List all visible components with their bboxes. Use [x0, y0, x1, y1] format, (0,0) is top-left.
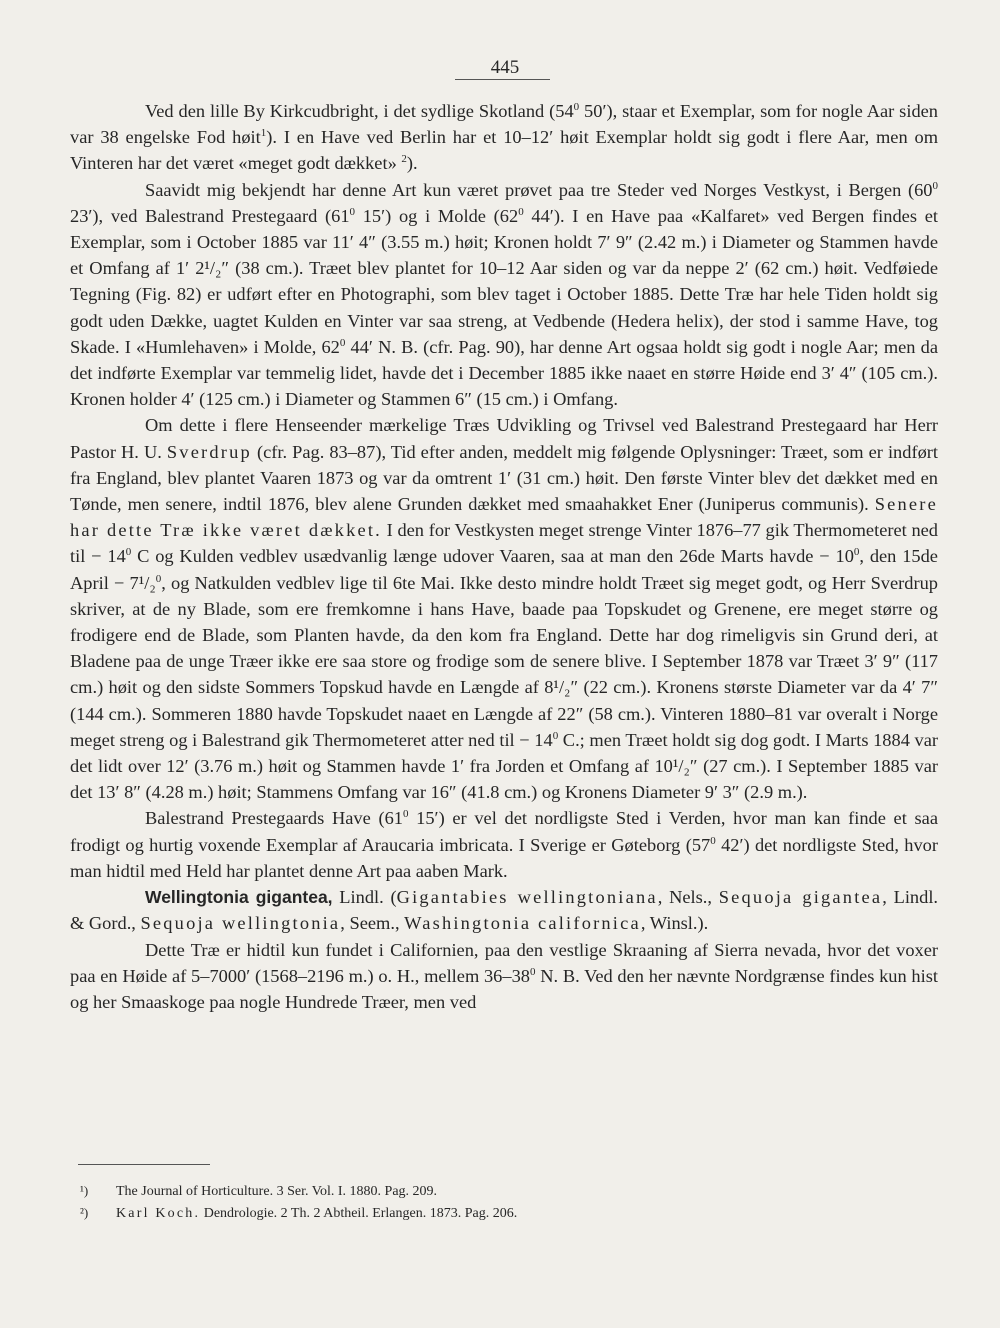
- paragraph: Saavidt mig bekjendt har denne Art kun været prøvet paa tre Steder ved Norges Vestkyst, i Bergen ($60^0$ 23′), ved Balestrand Prestegaard ($61^0$ 15′) og i Molde ($62^0$ 44′). I en Have paa «Kalfaret» ved Bergen findes et Exemplar, som i October 1885 var 11′ 4″ (3.55 m.) høit; Kronen holdt 7′ 9″ (2.42 m.) i Diameter og Stammen havde et Omfang af 1′ 2¹/₂″ (38 cm.). Træet blev plantet for 10–12 Aar siden og var da neppe 2′ (62 cm.) høit. Vedføiede Tegning (Fig. 82) er udført efter en Photographi, som blev taget i October 1885. Dette Træ har hele Tiden holdt sig godt uden Dække, uagtet Kulden en Vinter var saa streng, at Vedbende (Hedera helix), der stod i samme Have, tog Skade. I «Humlehaven» i Molde, $62^0$ 44′ N. B. (cfr. Pag. 90), har denne Art ogsaa holdt sig godt i nogle Aar; men da det indførte Exemplar var temmelig lidet, havde det i December 1885 ikke naaet en større Høide end 3′ 4″ (105 cm.). Kronen holder 4′ (125 cm.) i Diameter og Stammen 6″ (15 cm.) i Omfang.: [70, 179, 938, 410]
- superscript: 1: [260, 127, 267, 140]
- superscript: 0: [402, 808, 409, 821]
- footnote-2: [80, 1202, 940, 1224]
- body-text: [70, 98, 938, 1015]
- superscript: 0: [518, 205, 524, 218]
- superscript: 0: [932, 179, 938, 192]
- superscript: 0: [710, 834, 716, 847]
- superscript: 0: [552, 729, 559, 742]
- superscript: 0: [339, 336, 346, 349]
- footnote-1: [80, 1180, 940, 1202]
- species-name: Wellingtonia gigantea,: [145, 887, 333, 908]
- paragraph: Om dette i flere Henseender mærkelige Træs Udvikling og Trivsel ved Balestrand Prestegaard har Herr Pastor H. U. Sverdrup (cfr. Pag. 83–87), Tid efter anden, meddelt mig følgende Oplysninger: Træet, som er indført fra England, blev plantet Vaaren 1873 og var da omtrent 1′ (31 cm.) høit. Den første Vinter blev det dækket med en Tønde, men senere, indtil 1876, blev alene Grunden dækket med smaahakket Ener (Juniperus communis). Senere har dette Træ ikke været dækket. I den for Vestkysten meget strenge Vinter 1876–77 gik Thermometeret ned til − $14^0$ C og Kulden vedblev usædvanlig længe udover Vaaren, saa at man den 26de Marts havde − $10^0$, den 15de April − 7¹/₂$^0$, og Natkulden vedblev lige til 6te Mai. Ikke desto mindre holdt Træet sig meget godt, og Herr Sverdrup skriver, at de ny Blade, som ere fremkomne i hans Have, baade paa Topskudet og Grenene, ere meget større og frodigere end de Blade, som Planten havde, da den kom fra England. Dette har dog rimeligvis sin Grund deri, at Bladene paa de unge Træer ikke ere saa store og frodige som de senere blive. I September 1878 var Træet 3′ 9″ (117 cm.) høit og den sidste Sommers Topskud havde en Længde af 8¹/₂″ (22 cm.). Kronens største Diameter var da 4′ 7″ (144 cm.). Sommeren 1880 havde Topskudet naaet en Længde af 22″ (58 cm.). Vinteren 1880–81 var overalt i Norge meget streng og i Balestrand gik Thermometeret atter ned til − $14^0$ C.; men Træet holdt sig dog godt. I Marts 1884 var det lidt over 12′ (3.76 m.) høit og Stammen havde 1′ fra Jorden et Omfang af 10¹/₂″ (27 cm.). I September 1885 var det 13′ 8″ (4.28 m.) høit; Stammens Omfang var 16″ (41.8 cm.) og Kronens Diameter 9′ 3″ (2.9 m.).: [70, 415, 939, 803]
- superscript: 0: [155, 572, 162, 585]
- superscript: 2: [401, 153, 407, 166]
- footnote-author: Karl Koch.: [116, 1206, 201, 1221]
- superscript: 0: [853, 546, 860, 559]
- spaced-text: Sequoja wellingtonia: [140, 913, 341, 934]
- spaced-text: Sverdrup: [166, 441, 252, 462]
- footnotes: [80, 1180, 940, 1224]
- spaced-text: Sequoja gigantea: [718, 887, 883, 908]
- paragraph: Balestrand Prestegaards Have ($61^0$ 15′) er vel det nordligste Sted i Verden, hvor man kan finde et saa frodigt og hurtig voxende Exemplar af Araucaria imbricata. I Sverige er Gøteborg ($57^0$ 42′) det nordligste Sted, hvor man hidtil med Held har plantet denne Art paa aaben Mark.: [70, 808, 938, 881]
- page-number: 445: [490, 57, 520, 78]
- spaced-text: Senere har dette Træ ikke været dækket.: [70, 494, 938, 541]
- footnote-mark: ²): [80, 1205, 89, 1220]
- superscript: 0: [125, 546, 132, 559]
- paragraph: Dette Træ er hidtil kun fundet i Californien, paa den vestlige Skraaning af Sierra nevada, hvor det voxer paa en Høide af 5–7000′ (1568–2196 m.) o. H., mellem $36-38^0$ N. B. Ved den her nævnte Nordgrænse findes kun hist og her Smaaskoge paa nogle Hundrede Træer, men ved: [70, 939, 938, 1012]
- header-rule: [455, 79, 550, 80]
- footnote-mark: ¹): [80, 1183, 89, 1198]
- superscript: 0: [573, 100, 580, 113]
- spaced-text: Gigantabies wellingtoniana: [396, 887, 658, 908]
- superscript: 0: [349, 205, 356, 218]
- footnote-text: The Journal of Horticulture. 3 Ser. Vol. I. 1880. Pag. 209.: [116, 1184, 438, 1199]
- superscript: 0: [529, 965, 536, 978]
- spaced-text: Washingtonia californica: [404, 913, 641, 934]
- species-heading-paragraph: Wellingtonia gigantea, Lindl. (Gigantabies wellingtoniana, Nels., Sequoja gigantea, Lindl. & Gord., Sequoja wellingtonia, Seem., Washingtonia californica, Winsl.).: [70, 887, 939, 934]
- footnote-text: Dendrologie. 2 Th. 2 Abtheil. Erlangen. 1873. Pag. 206.: [200, 1206, 518, 1221]
- paragraph: Ved den lille By Kirkcudbright, i det sydlige Skotland ($54^0$ 50′), staar et Exemplar, som for nogle Aar siden var 38 engelske Fod høit$^1$). I en Have ved Berlin har et 10–12′ høit Exemplar holdt sig godt i flere Aar, men om Vinteren har det været «meget godt dækket» $^2$).: [70, 100, 938, 174]
- footnote-rule: [78, 1164, 210, 1165]
